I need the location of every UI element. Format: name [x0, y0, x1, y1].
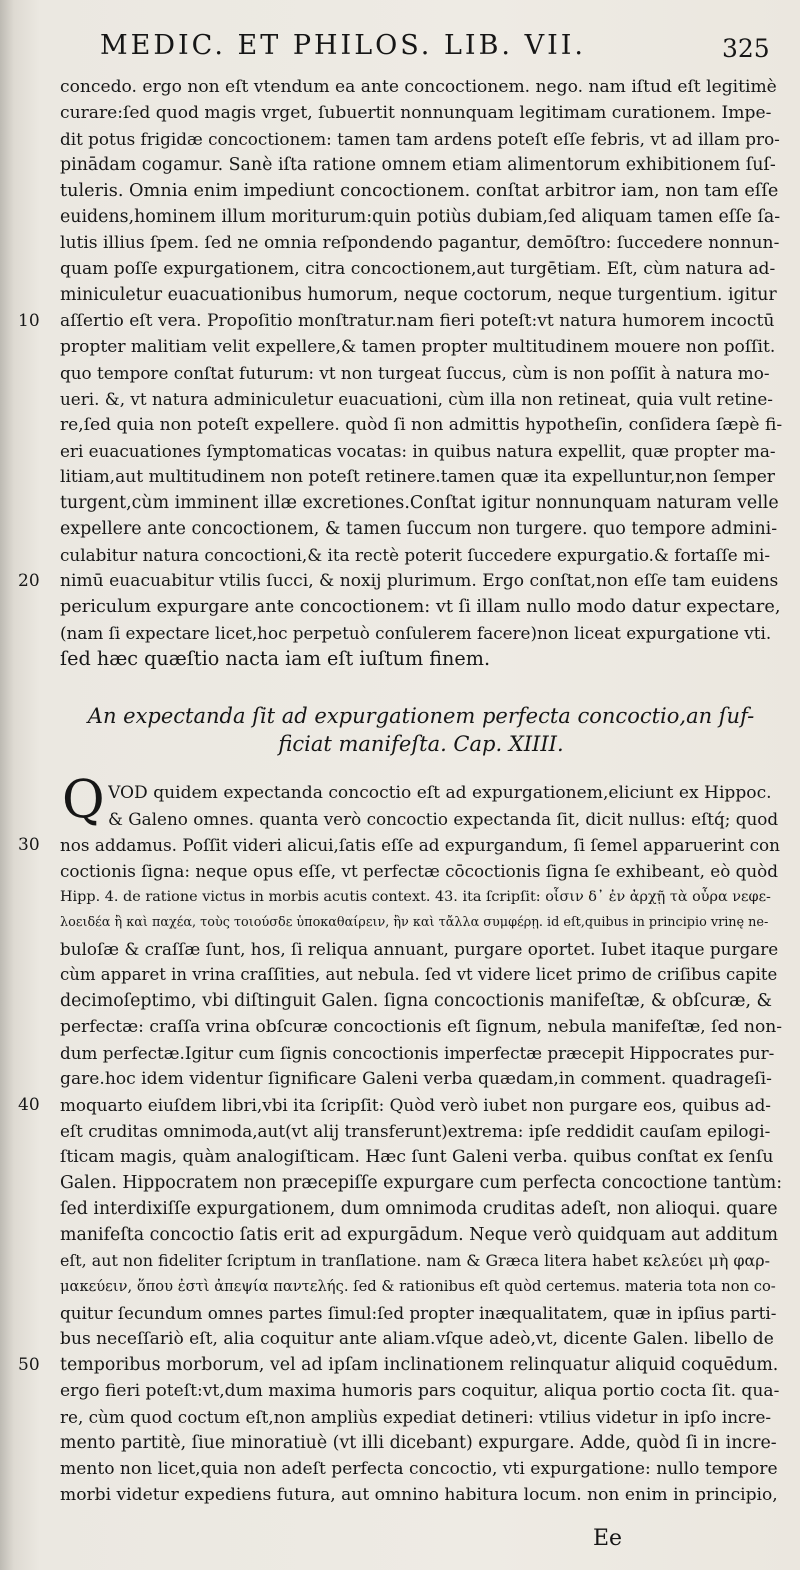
page-number: 325 [722, 34, 770, 63]
text-line: lutis illius ſpem. ſed ne omnia reſpondendo pagantur, demōſtro: ſuccedere nonnun- [60, 233, 780, 253]
text-line: eſt, aut non fideliter ſcriptum in tranſlatione. nam & Græca litera habet κελεύει μὴ φαρ- [60, 1251, 771, 1270]
text-line: perfectæ: craſſa vrina obſcuræ concoctionis eſt ſignum, nebula manifeſtæ, ſed non- [60, 1017, 782, 1037]
margin-line-number: 50 [18, 1355, 40, 1375]
text-line: ſticam magis, quàm analogiſticam. Hæc ſunt Galeni verba. quibus conſtat ex ſenſu [60, 1147, 774, 1167]
text-line: tuleris. Omnia enim impediunt concoctionem. conſtat arbitror iam, non tam eſſe [60, 181, 779, 201]
text-line: mento non licet,quia non adeſt perfecta concoctio, vti expurgatione: nullo tempore [60, 1459, 778, 1479]
text-line: temporibus morborum, vel ad ipſam inclinationem relinquatur aliquid coquēdum. [60, 1355, 779, 1375]
text-line: μακεύειν, ὅπου ἐστὶ ἀπεψία παντελής. ſed & rationibus eſt quòd certemus. materia tota non co- [60, 1278, 776, 1295]
text-line: culabitur natura concoctioni,& ita rectè poterit ſuccedere expurgatio.& fortaſſe mi- [60, 545, 770, 565]
text-line: morbi videtur expediens futura, aut omnino habitura locum. non enim in principio, [60, 1485, 778, 1505]
running-head: MEDIC. ET PHILOS. LIB. VII. [100, 30, 586, 61]
text-line: curare:ſed quod magis vrget, ſubuertit nonnunquam legitimam curationem. Impe- [60, 103, 772, 123]
text-line: periculum expurgare ante concoctionem: vt ſi illam nullo modo datur expectare, [60, 597, 781, 617]
text-line: turgent,cùm imminent illæ excretiones.Conſtat igitur nonnunquam naturam velle [60, 493, 779, 513]
text-line: buloſæ & craſſæ ſunt, hos, ſi reliqua annuant, purgare oportet. Iubet itaque purgare [60, 939, 779, 959]
text-line: bus neceſſariò eſt, alia coquitur ante aliam.vſque adeò,vt, dicente Galen. libello de [60, 1329, 774, 1349]
text-line: manifeſta concoctio ſatis erit ad expurgādum. Neque verò quidquam aut additum [60, 1225, 779, 1245]
text-line: expellere ante concoctionem, & tamen ſuccum non turgere. quo tempore admini- [60, 519, 778, 539]
text-line: ſed hæc quæſtio nacta iam eſt iuſtum finem. [60, 647, 491, 670]
text-line: aſſertio eſt vera. Propoſitio monſtratur.nam fieri poteſt:vt natura humorem incoctū [60, 311, 775, 331]
text-line: dum perfectæ.Igitur cum ſignis concoctionis imperfectæ præcepit Hippocrates pur- [60, 1043, 775, 1063]
text-line: (nam ſi expectare licet,hoc perpetuò conſulerem facere)non liceat expurgatione vti. [60, 623, 772, 643]
text-line: Hipp. 4. de ratione victus in morbis acutis context. 43. ita ſcripſit: οἷσιν δ᾽ ἐν ἀρχῇ τὰ οὖρα νεφε- [60, 889, 771, 905]
margin-line-number: 20 [18, 571, 40, 591]
text-line: litiam,aut multitudinem non poteſt retinere.tamen quæ ita expelluntur,non ſemper [60, 467, 775, 487]
chapter-heading: An expectanda ſit ad expurgationem perfecta concoctio,an ſuf- [87, 704, 755, 728]
text-line: ueri. &, vt natura adminiculetur euacuationi, cùm illa non retineat, quia vult retine- [60, 389, 773, 409]
text-line: λοειδέα ἢ καὶ παχέα, τοὺς τοιούσδε ὑποκαθαίρειν, ἢν καὶ τἄλλα συμφέρῃ. id eſt,quibus in principio vrinę ne- [60, 915, 769, 930]
text-line: eri euacuationes ſymptomaticas vocatas: in quibus natura expellit, quæ propter ma- [60, 441, 776, 461]
text-line: eſt cruditas omnimoda,aut(vt alij transferunt)extrema: ipſe reddidit cauſam epilogi- [60, 1121, 771, 1141]
text-line: euidens,hominem illum moriturum:quin potiùs dubiam,ſed aliquam tamen eſſe ſa- [60, 207, 781, 227]
text-line: & Galeno omnes. quanta verò concoctio expectanda ſit, dicit nullus: eſtq́; quod [108, 809, 779, 829]
text-line: gare.hoc idem videntur ſignificare Galeni verba quædam,in comment. quadrageſi- [60, 1069, 772, 1089]
text-line: dit potus frigidæ concoctionem: tamen tam ardens poteſt eſſe febris, vt ad illam pro- [60, 129, 780, 149]
margin-line-number: 30 [18, 835, 40, 855]
drop-cap: Q [62, 770, 105, 830]
text-line: quo tempore conſtat futurum: vt non turgeat ſuccus, cùm is non poſſit à natura mo- [60, 363, 770, 383]
text-line: ſed interdixiſſe expurgationem, dum omnimoda cruditas adeſt, non alioqui. quare [60, 1199, 778, 1219]
text-line: coctionis ſigna: neque opus eſſe, vt perfectæ cōcoctionis ſigna ſe exhibeant, eò quòd [60, 861, 779, 881]
text-line: cùm apparet in vrina craſſities, aut nebula. ſed vt videre licet primo de criſibus capite [60, 965, 778, 984]
text-line: decimoſeptimo, vbi diſtinguit Galen. ſigna concoctionis manifeſtæ, & obſcuræ, & [60, 991, 773, 1011]
text-line: quitur ſecundum omnes partes ſimul:ſed propter inæqualitatem, quæ in ipſius parti- [60, 1303, 777, 1323]
text-line: re, cùm quod coctum eſt,non ampliùs expediat detineri: vtilius videtur in ipſo incre- [60, 1407, 772, 1427]
text-line: concedo. ergo non eſt vtendum ea ante concoctionem. nego. nam iſtud eſt legitimè [60, 77, 777, 97]
text-line: VOD quidem expectanda concoctio eſt ad expurgationem,eliciunt ex Hippoc. [108, 783, 772, 803]
margin-line-number: 10 [18, 311, 40, 331]
text-line: re,ſed quia non poteſt expellere. quòd ſi non admittis hypotheſin, conſidera ſæpè fi- [60, 415, 782, 435]
text-line: nos addamus. Poſſit videri alicui,ſatis eſſe ad expurgandum, ſi ſemel apparuerint con [60, 835, 780, 855]
catchword: Ee [593, 1526, 623, 1551]
text-line: moquarto eiuſdem libri,vbi ita ſcripſit: Quòd verò iubet non purgare eos, quibus ad- [60, 1095, 771, 1115]
text-line: mento partitè, ſiue minoratiuè (vt illi dicebant) expurgare. Adde, quòd ſi in incre- [60, 1433, 777, 1453]
margin-line-number: 40 [18, 1095, 40, 1115]
text-line: quam poſſe expurgationem, citra concoctionem,aut turgētiam. Eſt, cùm natura ad- [60, 259, 776, 279]
text-line: pinādam cogamur. Sanè iſta ratione omnem etiam alimentorum exhibitionem ſuſ- [60, 155, 776, 175]
text-line: propter malitiam velit expellere,& tamen propter multitudinem mouere non poſſit. [60, 337, 776, 357]
text-line: ergo fieri poteſt:vt,dum maxima humoris pars coquitur, aliqua portio cocta ſit. qua- [60, 1381, 780, 1401]
text-line: miniculetur euacuationibus humorum, neque coctorum, neque turgentium. igitur [60, 285, 777, 305]
text-line: Galen. Hippocratem non præcepiſſe expurgare cum perfecta concoctione tantùm: [60, 1173, 782, 1193]
text-line: nimū euacuabitur vtilis ſucci, & noxij plurimum. Ergo conſtat,non eſſe tam euidens [60, 571, 779, 591]
chapter-heading: ficiat manifeſta. Cap. XIIII. [278, 732, 564, 756]
